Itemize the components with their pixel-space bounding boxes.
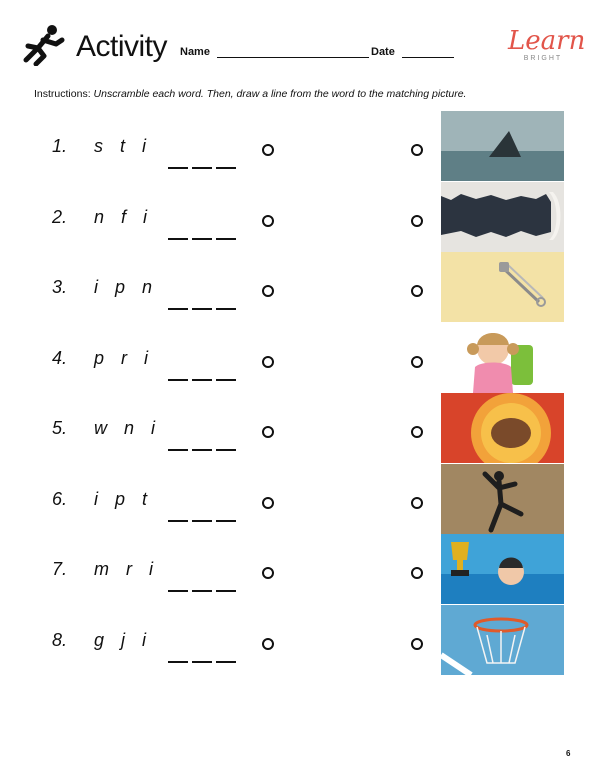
learn-bright-logo bbox=[508, 26, 586, 68]
scrambled-letters: g j i bbox=[94, 629, 153, 650]
word-connector-dot[interactable] bbox=[262, 285, 274, 297]
scrambled-letters: s t i bbox=[94, 136, 153, 156]
picture-connector-dot[interactable] bbox=[411, 497, 423, 509]
picture-connector-dot[interactable] bbox=[411, 356, 423, 368]
scrambled-letters: m r i bbox=[94, 559, 159, 579]
scrambled-letters: n f i bbox=[94, 206, 154, 227]
item-number: 5. bbox=[52, 418, 68, 438]
word-connector-dot[interactable] bbox=[262, 638, 274, 650]
torn-paper-icon bbox=[441, 182, 564, 252]
dancer-icon bbox=[441, 464, 564, 534]
page-number: 6 bbox=[566, 749, 571, 758]
safety-pin-icon bbox=[441, 252, 564, 322]
peach-pit-icon bbox=[441, 393, 564, 463]
matching-row bbox=[0, 533, 600, 603]
date-label: Date bbox=[371, 46, 395, 58]
matching-row bbox=[0, 604, 600, 674]
word-connector-dot[interactable] bbox=[262, 497, 274, 509]
matching-row bbox=[0, 392, 600, 462]
answer-blanks[interactable] bbox=[168, 579, 240, 597]
name-line[interactable] bbox=[217, 57, 369, 58]
girl-pigtails-icon bbox=[441, 323, 564, 393]
matching-row bbox=[0, 322, 600, 392]
matching-row bbox=[0, 110, 600, 180]
matching-row bbox=[0, 463, 600, 533]
answer-blanks[interactable] bbox=[168, 156, 240, 174]
matching-row bbox=[0, 181, 600, 251]
picture-connector-dot[interactable] bbox=[411, 285, 423, 297]
item-number: 7. bbox=[52, 559, 68, 579]
shark-fin-icon bbox=[441, 111, 564, 181]
picture-connector-dot[interactable] bbox=[411, 144, 423, 156]
date-field[interactable] bbox=[371, 46, 454, 58]
word-connector-dot[interactable] bbox=[262, 356, 274, 368]
item-number: 3. bbox=[52, 277, 68, 297]
scrambled-letters: i p n bbox=[94, 277, 159, 297]
instructions-label: Instructions: bbox=[34, 88, 91, 100]
picture-connector-dot[interactable] bbox=[411, 426, 423, 438]
instructions bbox=[34, 88, 466, 100]
scrambled-letters: i p t bbox=[94, 488, 154, 509]
picture-connector-dot[interactable] bbox=[411, 567, 423, 579]
logo-wordmark: Learn bbox=[508, 26, 586, 56]
word-connector-dot[interactable] bbox=[262, 144, 274, 156]
item-number: 1. bbox=[52, 136, 68, 156]
runner-icon bbox=[18, 24, 66, 66]
item-number: 8. bbox=[52, 629, 68, 650]
picture-connector-dot[interactable] bbox=[411, 638, 423, 650]
answer-blanks[interactable] bbox=[168, 438, 240, 456]
page-header bbox=[0, 0, 600, 80]
scrambled-letters: p r i bbox=[94, 347, 155, 368]
picture-connector-dot[interactable] bbox=[411, 215, 423, 227]
answer-blanks[interactable] bbox=[168, 509, 240, 527]
logo-subtitle: BRIGHT bbox=[523, 55, 563, 62]
word-connector-dot[interactable] bbox=[262, 567, 274, 579]
word-connector-dot[interactable] bbox=[262, 426, 274, 438]
basketball-hoop-icon bbox=[441, 605, 564, 675]
answer-blanks[interactable] bbox=[168, 368, 240, 386]
word-connector-dot[interactable] bbox=[262, 215, 274, 227]
date-line[interactable] bbox=[402, 57, 454, 58]
item-number: 2. bbox=[52, 206, 68, 227]
item-number: 4. bbox=[52, 347, 68, 368]
name-field[interactable] bbox=[180, 46, 369, 58]
scrambled-letters: w n i bbox=[94, 418, 162, 438]
answer-blanks[interactable] bbox=[168, 227, 240, 245]
answer-blanks[interactable] bbox=[168, 297, 240, 315]
answer-blanks[interactable] bbox=[168, 650, 240, 668]
swimmer-trophy-icon bbox=[441, 534, 564, 604]
matching-row bbox=[0, 251, 600, 321]
item-number: 6. bbox=[52, 488, 68, 509]
name-label: Name bbox=[180, 46, 210, 58]
instructions-text: Unscramble each word. Then, draw a line from the word to the matching picture. bbox=[93, 88, 467, 100]
page-title: Activity bbox=[76, 30, 168, 63]
